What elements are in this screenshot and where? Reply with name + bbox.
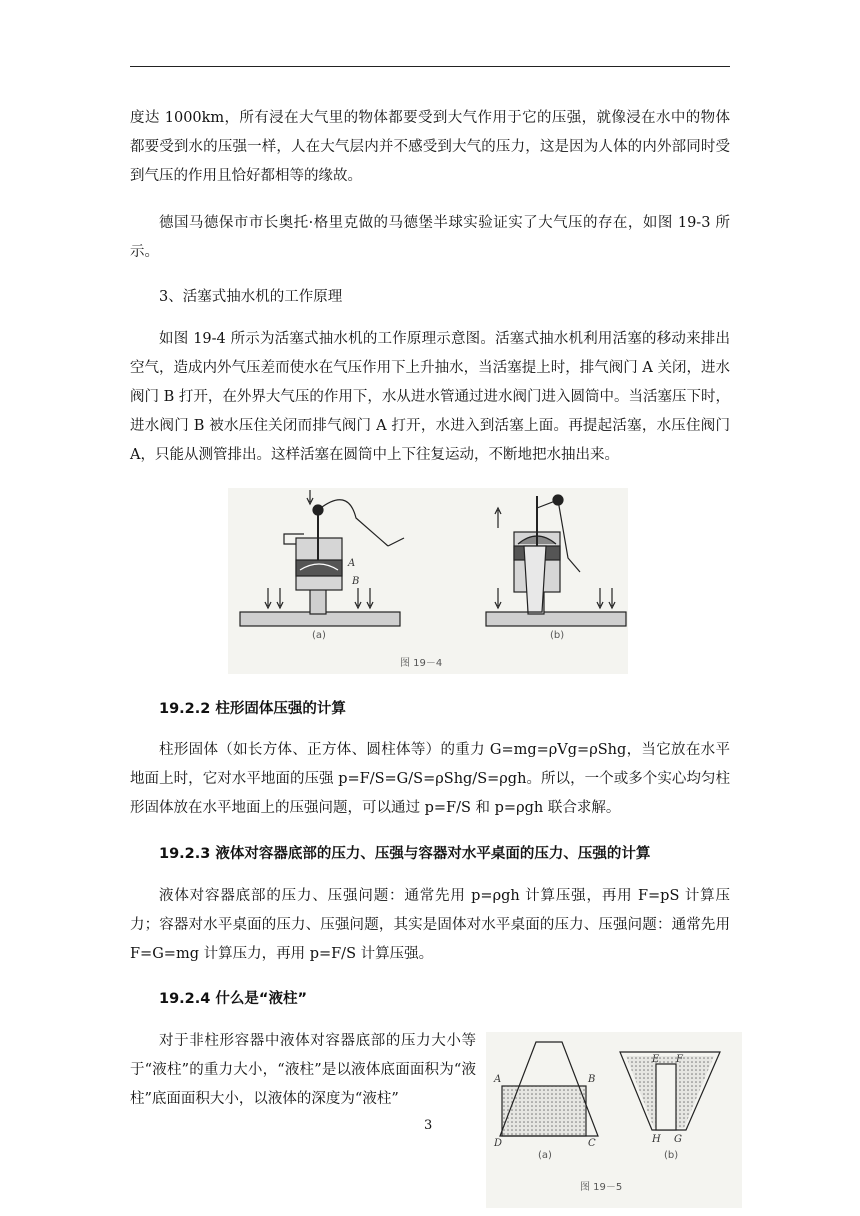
subcaption-a: (a) xyxy=(312,630,326,641)
label-valve-a: A xyxy=(348,558,356,569)
label-f: F xyxy=(676,1054,683,1065)
header-rule xyxy=(130,66,730,67)
label-g: G xyxy=(674,1134,682,1145)
figure-19-4 xyxy=(228,488,628,674)
heading-19-2-4: 19.2.4 什么是“液柱” xyxy=(159,991,307,1007)
page-number: 3 xyxy=(424,1118,433,1133)
figure-19-4-caption: 图 19－4 xyxy=(400,658,443,669)
subcaption-19-5-a: (a) xyxy=(538,1150,552,1161)
label-d: D xyxy=(494,1138,503,1149)
label-valve-b: B xyxy=(352,576,360,587)
figure-19-5 xyxy=(486,1032,742,1208)
label-e: E xyxy=(652,1054,660,1065)
paragraph-atmosphere: 度达 1000km，所有浸在大气里的物体都要受到大气作用于它的压强，就像浸在水中的物体都要受到水的压强一样，人在大气层内并不感受到大气的压力，这是因为人体的内外部同时受到气压的作用且恰好都相等的缘故。 xyxy=(130,110,730,184)
heading-19-2-2: 19.2.2 柱形固体压强的计算 xyxy=(159,701,346,717)
label-a: A xyxy=(494,1074,502,1085)
paragraph-liquid-pressure: 液体对容器底部的压力、压强问题：通常先用 p=ρgh 计算压强，再用 F=pS 计算压力；容器对水平桌面的压力、压强问题，其实是固体对水平桌面的压力、压强问题：通常先用 F=G=mg 计算压力，再用 p=F/S 计算压强。 xyxy=(130,888,730,962)
label-h: H xyxy=(652,1134,661,1145)
paragraph-magdeburg: 德国马德保市市长奥托·格里克做的马德堡半球实验证实了大气压的存在，如图 19-3 所示。 xyxy=(130,215,730,260)
heading-19-2-3: 19.2.3 液体对容器底部的压力、压强与容器对水平桌面的压力、压强的计算 xyxy=(159,846,651,862)
label-c: C xyxy=(588,1138,596,1149)
paragraph-solid-pressure: 柱形固体（如长方体、正方体、圆柱体等）的重力 G=mg=ρVg=ρShg，当它放在水平地面上时，它对水平地面的压强 p=F/S=G/S=ρShg/S=ρgh。所以，一个或多个实心均匀柱形固体放在水平地面上的压强问题，可以通过 p=F/S 和 p=ρgh 联合求解。 xyxy=(130,742,730,816)
figure-19-5-caption: 图 19－5 xyxy=(580,1182,623,1193)
paragraph-liquid-column: 对于非柱形容器中液体对容器底部的压力大小等于“液柱”的重力大小，“液柱”是以液体底面面积为“液柱”底面面积大小，以液体的深度为“液柱” xyxy=(130,1033,476,1107)
subcaption-b: (b) xyxy=(550,630,565,641)
section-pump-title: 3、活塞式抽水机的工作原理 xyxy=(159,289,343,305)
paragraph-pump: 如图 19-4 所示为活塞式抽水机的工作原理示意图。活塞式抽水机利用活塞的移动来排出空气，造成内外气压差而使水在气压作用下上升抽水，当活塞提上时，排气阀门 A 关闭，进水阀门 B 打开，在外界大气压的作用下，水从进水管通过进水阀门进入圆筒中。当活塞压下时，进水阀门 B 被水压住关闭而排气阀门 A 打开，水进入到活塞上面。再提起活塞，水压住阀门 A，只能从测管排出。这样活塞在圆筒中上下往复运动，不断地把水抽出来。 xyxy=(130,331,730,463)
label-b: B xyxy=(588,1074,596,1085)
subcaption-19-5-b: (b) xyxy=(664,1150,679,1161)
